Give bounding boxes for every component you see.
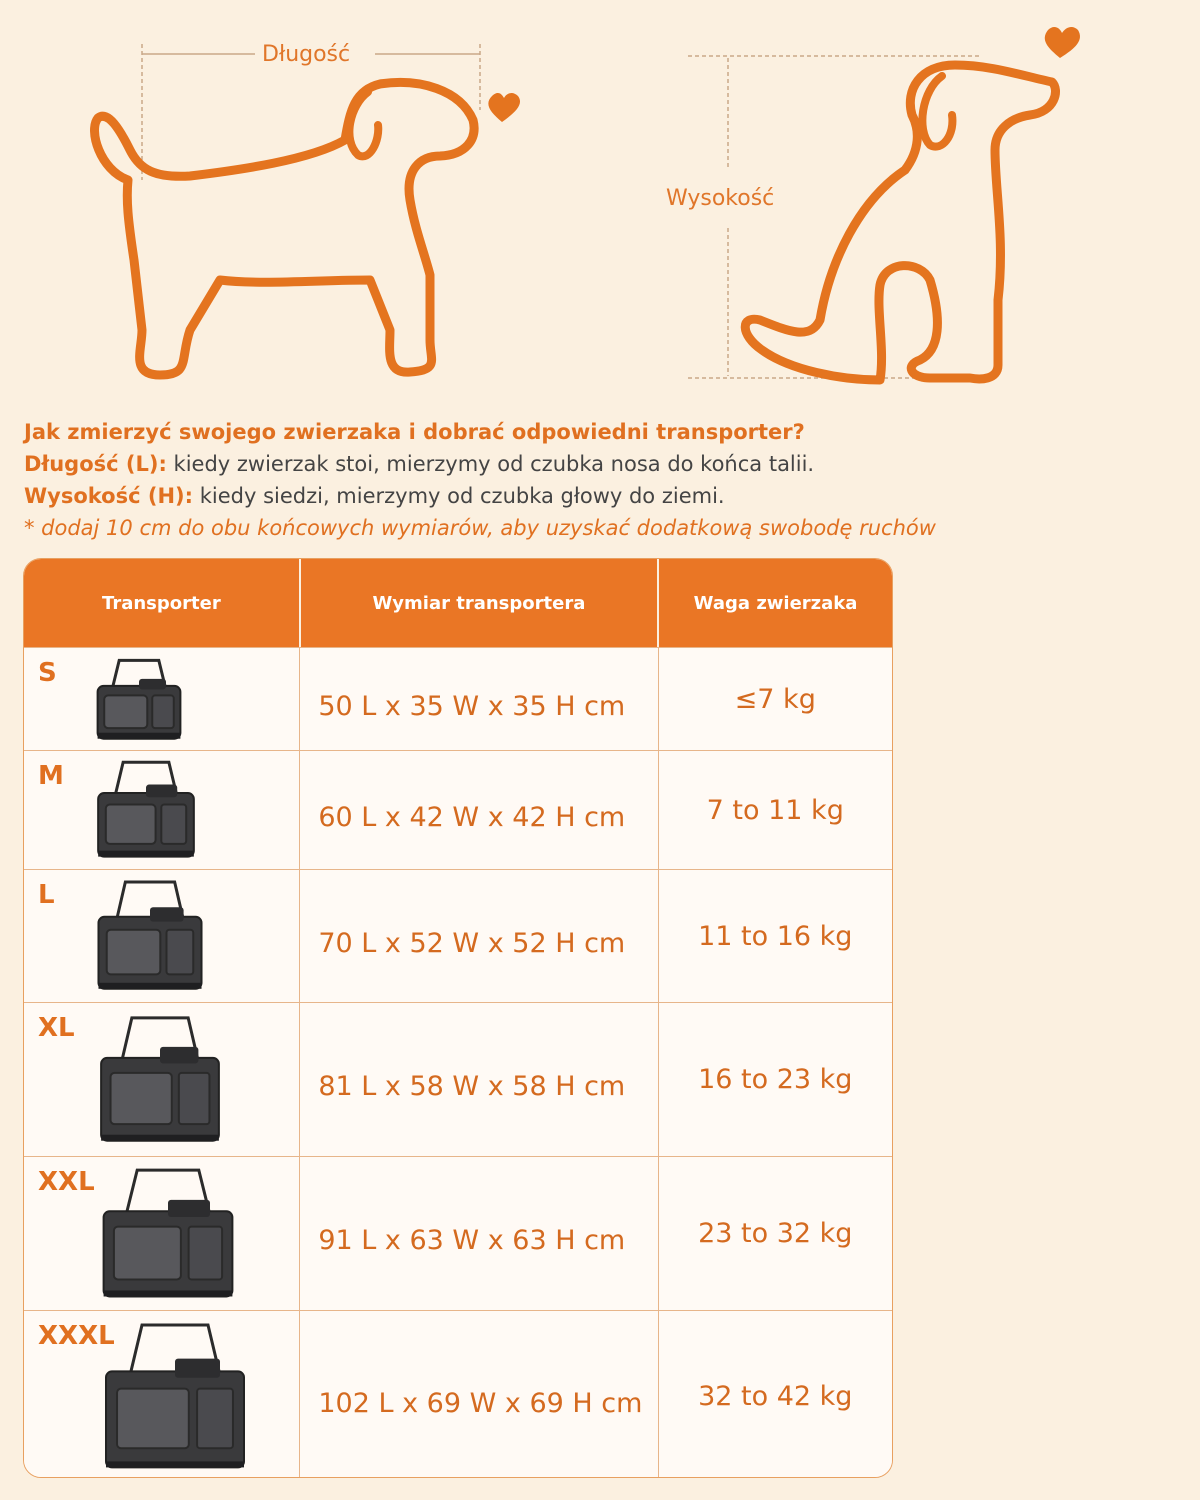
size-label: S (38, 658, 57, 688)
size-label: XXL (38, 1167, 95, 1197)
weight-value: 23 to 32 kg (698, 1218, 853, 1249)
table-row (24, 647, 892, 750)
dimensions-value: 102 L x 69 W x 69 H cm (318, 1388, 643, 1419)
instructions-title: Jak zmierzyć swojego zwierzaka i dobrać odpowiedni transporter? (24, 420, 805, 444)
weight-value: ≤7 kg (734, 683, 816, 715)
dimensions-value: 50 L x 35 W x 35 H cm (318, 690, 626, 722)
size-label: M (38, 761, 64, 791)
weight-value: 7 to 11 kg (706, 794, 844, 826)
carrier-image (94, 757, 198, 863)
weight-cell (659, 751, 892, 869)
transporter-cell (24, 751, 300, 869)
table-header (24, 559, 892, 647)
dimensions-value: 91 L x 63 W x 63 H cm (318, 1225, 626, 1256)
transporter-cell (24, 870, 300, 1002)
transporter-cell (24, 1157, 300, 1310)
dimensions-cell (300, 1311, 658, 1478)
dimensions-cell (300, 648, 658, 750)
weight-cell (659, 1157, 892, 1310)
dimensions-cell (300, 870, 658, 1002)
header-dimensions: Wymiar transportera (301, 559, 659, 647)
height-instruction (24, 480, 1184, 512)
instructions-note: * dodaj 10 cm do obu końcowych wymiarów, aby uzyskać dodatkową swobodę ruchów (24, 516, 936, 540)
weight-cell (659, 648, 892, 750)
weight-value: 11 to 16 kg (698, 920, 853, 952)
dimensions-cell (300, 751, 658, 869)
table-row (24, 1310, 892, 1478)
carrier-image (96, 1011, 224, 1149)
carrier-image (100, 1317, 250, 1477)
length-text: kiedy zwierzak stoi, mierzymy od czubka nosa do końca talii. (166, 452, 815, 476)
dimensions-cell (300, 1157, 658, 1310)
length-instruction (24, 448, 1184, 480)
carrier-image (98, 1163, 238, 1305)
header-transporter: Transporter (24, 559, 301, 647)
weight-value: 32 to 42 kg (698, 1381, 853, 1412)
size-label: XL (38, 1013, 75, 1043)
header-weight: Waga zwierzaka (693, 592, 858, 614)
heart-icon (1045, 27, 1080, 58)
transporter-cell (24, 648, 300, 750)
carrier-image (94, 876, 206, 996)
weight-value: 16 to 23 kg (698, 1064, 853, 1095)
carrier-image (94, 656, 184, 744)
height-key: Wysokość (H): (24, 484, 194, 508)
size-label: L (38, 880, 55, 910)
weight-cell (659, 1311, 892, 1478)
standing-dog-illustration (80, 30, 540, 390)
transporter-cell (24, 1003, 300, 1156)
size-label: XXXL (38, 1321, 115, 1351)
dimensions-value: 70 L x 52 W x 52 H cm (318, 927, 626, 959)
dimensions-cell (300, 1003, 658, 1156)
weight-cell (659, 870, 892, 1002)
height-label: Wysokość (660, 186, 780, 211)
length-key: Długość (L): (24, 452, 167, 476)
height-text: kiedy siedzi, mierzymy od czubka głowy do ziemi. (193, 484, 725, 508)
table-row (24, 869, 892, 1002)
weight-cell (659, 1003, 892, 1156)
table-row (24, 1002, 892, 1156)
measurement-instructions (24, 416, 1184, 544)
transporter-cell (24, 1311, 300, 1478)
table-row (24, 750, 892, 869)
dimensions-value: 60 L x 42 W x 42 H cm (318, 801, 626, 833)
table-row (24, 1156, 892, 1310)
dimensions-value: 81 L x 58 W x 58 H cm (318, 1071, 626, 1102)
length-label: Długość (256, 42, 356, 67)
heart-icon (488, 93, 520, 122)
size-table (23, 558, 893, 1478)
